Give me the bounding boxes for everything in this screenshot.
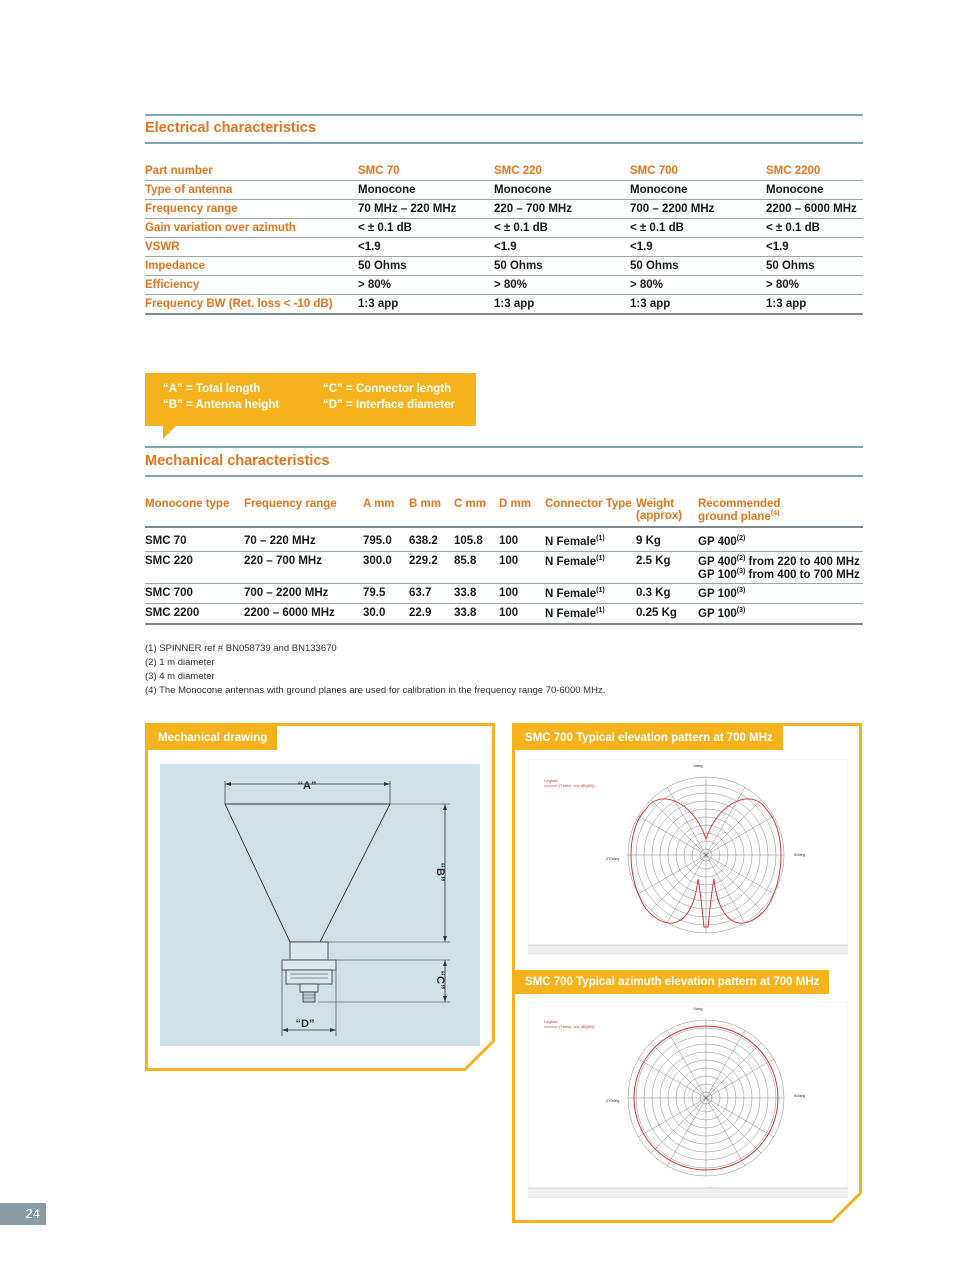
table-row [145, 181, 863, 200]
footnote: (3) 4 m diameter [145, 671, 215, 682]
mechanical-drawing-panel [145, 723, 495, 1071]
legend-pointer [163, 425, 177, 439]
legend-d: “D” = Interface diameter [323, 399, 455, 411]
table-cell: <1.9 [630, 238, 766, 257]
table-cell [545, 604, 636, 624]
table-row [145, 276, 863, 295]
table-cell: < ± 0.1 dB [494, 219, 630, 238]
footnote-ref: (1) [596, 587, 605, 595]
table-cell: 795.0 [363, 532, 409, 551]
table-cell: 30.0 [363, 604, 409, 624]
polar-grid [628, 777, 784, 933]
table-cell: 70 – 220 MHz [244, 532, 363, 551]
table-row [145, 584, 863, 604]
table-cell [545, 532, 636, 551]
panel-corner-cut [465, 1041, 495, 1071]
pattern1-tag: SMC 700 Typical elevation pattern at 700 MHz [515, 726, 783, 750]
electrical-header-row [145, 162, 863, 181]
table-cell [698, 584, 863, 604]
table-cell: 100 [499, 532, 545, 551]
table-cell: 22.9 [409, 604, 454, 624]
table-cell: 70 MHz – 220 MHz [358, 200, 494, 219]
table-row [145, 532, 863, 551]
row-label: Type of antenna [145, 181, 358, 200]
row-label: Impedance [145, 257, 358, 276]
table-cell: 700 – 2200 MHz [244, 584, 363, 604]
angle-0: 0deg [693, 1006, 703, 1011]
table-cell [698, 532, 863, 551]
table-cell: 33.8 [454, 604, 499, 624]
table-cell: > 80% [494, 276, 630, 295]
ground-plane: GP 100 [698, 608, 737, 621]
table-row [145, 551, 863, 584]
table-cell: SMC 70 [145, 532, 244, 551]
table-cell: 300.0 [363, 551, 409, 584]
mechanical-table [145, 495, 863, 528]
header-cell: C mm [454, 495, 499, 527]
header-cell: SMC 70 [358, 162, 494, 181]
angle-90: 90deg [794, 852, 806, 857]
table-cell: 1:3 app [358, 295, 494, 315]
table-cell [545, 551, 636, 584]
mechanical-table-body [145, 532, 863, 625]
table-cell: 1:3 app [494, 295, 630, 315]
table-cell: 1:3 app [630, 295, 766, 315]
connector-type: N Female [545, 588, 597, 601]
legend-entry: (Theta: -Inp dB(dB)) [559, 1024, 595, 1029]
header-cell: SMC 700 [630, 162, 766, 181]
row-label: VSWR [145, 238, 358, 257]
table-cell: 79.5 [363, 584, 409, 604]
table-cell: 100 [499, 584, 545, 604]
dimension-legend-box [145, 373, 476, 426]
connector-type: N Female [545, 535, 597, 548]
footnote-ref: (2) [736, 535, 746, 542]
footnote-ref: (1) [596, 535, 605, 542]
weight-header-approx: (approx) [636, 510, 682, 522]
legend-c: “C” = Connector length [323, 383, 452, 395]
table-row [145, 257, 863, 276]
table-cell: 100 [499, 604, 545, 624]
table-row [145, 295, 863, 315]
label-b: “B” [434, 862, 446, 882]
table-cell [698, 551, 863, 584]
header-cell: B mm [409, 495, 454, 527]
footnote-ref: (3) [736, 587, 746, 595]
footnote-ref: (3) [736, 567, 746, 575]
table-cell: 85.8 [454, 551, 499, 584]
connector-type: N Female [545, 555, 597, 568]
pattern-panel [512, 723, 862, 1223]
legend-title: Legend [544, 778, 558, 783]
table-cell: 2200 – 6000 MHz [244, 604, 363, 624]
header-cell: Frequency range [244, 495, 363, 527]
table-cell: 63.7 [409, 584, 454, 604]
mechanical-title: Mechanical characteristics [145, 453, 330, 469]
ground-plane-range: from 400 to 700 MHz [745, 568, 860, 581]
table-cell: Monocone [630, 181, 766, 200]
table-cell: Monocone [494, 181, 630, 200]
header-cell [636, 495, 698, 527]
table-cell: 50 Ohms [494, 257, 630, 276]
table-cell: 50 Ohms [766, 257, 863, 276]
table-cell: 0.3 Kg [636, 584, 698, 604]
table-cell: < ± 0.1 dB [358, 219, 494, 238]
table-cell: 9 Kg [636, 532, 698, 551]
angle-270: 270deg [606, 1098, 620, 1103]
ground-plane-range: from 220 to 400 MHz [745, 555, 860, 568]
header-cell: Monocone type [145, 495, 244, 527]
table-cell: <1.9 [358, 238, 494, 257]
table-cell: <1.9 [766, 238, 863, 257]
footnote-ref: (4) [770, 510, 780, 517]
legend-a: “A” = Total length [163, 383, 261, 395]
ground-plane: GP 100 [698, 588, 737, 601]
angle-0: 0deg [693, 763, 703, 768]
rec-header-gp: ground plane [698, 510, 771, 523]
header-cell: SMC 220 [494, 162, 630, 181]
ground-plane: GP 100 [698, 568, 737, 581]
antenna-drawing [160, 764, 480, 1046]
mechanical-header-row [145, 495, 863, 527]
elevation-pattern-plot [528, 759, 848, 955]
footnote-ref: (1) [596, 554, 605, 562]
label-c: “C” [434, 970, 446, 990]
header-cell: Connector Type [545, 495, 636, 527]
rec-header: Recommended [698, 498, 781, 510]
drawing-tag: Mechanical drawing [148, 726, 277, 750]
weight-header: Weight [636, 498, 675, 510]
footnote-ref: (3) [736, 607, 746, 615]
table-cell: 0.25 Kg [636, 604, 698, 624]
page-number: 24 [0, 1203, 46, 1225]
row-label: Gain variation over azimuth [145, 219, 358, 238]
legend-title: Legend [544, 1019, 558, 1024]
header-cell: D mm [499, 495, 545, 527]
electrical-table [145, 162, 863, 315]
table-cell: SMC 2200 [145, 604, 244, 624]
footnote-ref: (1) [596, 607, 605, 615]
angle-90: 90deg [794, 1093, 806, 1098]
angle-270: 270deg [606, 856, 620, 861]
polar-grid [628, 1020, 784, 1176]
header-cell: A mm [363, 495, 409, 527]
legend-entry: (Theta: -Inp dB(dB)) [559, 783, 595, 788]
section-rule-mech [145, 475, 863, 477]
table-cell: 2200 – 6000 MHz [766, 200, 863, 219]
table-cell: > 80% [358, 276, 494, 295]
label-a: “A” [297, 780, 317, 792]
table-row [145, 200, 863, 219]
azimuth-pattern-plot [528, 1002, 848, 1198]
table-row [145, 219, 863, 238]
row-label: Efficiency [145, 276, 358, 295]
table-cell: 50 Ohms [630, 257, 766, 276]
table-cell: < ± 0.1 dB [766, 219, 863, 238]
table-cell: 638.2 [409, 532, 454, 551]
footnote-ref: (2) [736, 554, 746, 562]
table-cell: <1.9 [494, 238, 630, 257]
footnote: (2) 1 m diameter [145, 657, 215, 668]
table-cell: 220 – 700 MHz [494, 200, 630, 219]
table-cell: 220 – 700 MHz [244, 551, 363, 584]
table-cell [698, 604, 863, 624]
footnote: (4) The Monocone antennas with ground planes are used for calibration in the frequency range 70-6000 MHz. [145, 685, 606, 696]
table-cell: 700 – 2200 MHz [630, 200, 766, 219]
header-cell [698, 495, 863, 527]
footnote: (1) SPINNER ref # BN058739 and BN133670 [145, 643, 337, 654]
panel-corner-cut [832, 1193, 862, 1223]
label-d: “D” [295, 1018, 315, 1030]
table-cell: 100 [499, 551, 545, 584]
table-cell: SMC 220 [145, 551, 244, 584]
row-label: Frequency BW (Ret. loss < -10 dB) [145, 295, 358, 315]
table-row [145, 238, 863, 257]
section-rule-top [145, 114, 863, 116]
table-cell: 50 Ohms [358, 257, 494, 276]
table-cell: 105.8 [454, 532, 499, 551]
table-cell: < ± 0.1 dB [630, 219, 766, 238]
table-cell: 33.8 [454, 584, 499, 604]
table-cell: > 80% [766, 276, 863, 295]
section-rule-mech-top [145, 446, 863, 448]
header-cell: SMC 2200 [766, 162, 863, 181]
footnotes [145, 642, 605, 698]
table-cell: 1:3 app [766, 295, 863, 315]
table-cell: 229.2 [409, 551, 454, 584]
row-label: Frequency range [145, 200, 358, 219]
legend-b: “B” = Antenna height [163, 399, 280, 411]
ground-plane: GP 400 [698, 535, 737, 548]
pattern2-tag: SMC 700 Typical azimuth elevation pattern at 700 MHz [515, 970, 829, 994]
table-cell: SMC 700 [145, 584, 244, 604]
table-row [145, 604, 863, 624]
ground-plane: GP 400 [698, 555, 737, 568]
electrical-title: Electrical characteristics [145, 120, 316, 136]
connector-type: N Female [545, 608, 597, 621]
table-cell: > 80% [630, 276, 766, 295]
section-rule-electrical [145, 142, 863, 144]
table-cell: 2.5 Kg [636, 551, 698, 584]
table-cell: Monocone [358, 181, 494, 200]
header-cell: Part number [145, 162, 358, 181]
table-cell [545, 584, 636, 604]
table-cell: Monocone [766, 181, 863, 200]
